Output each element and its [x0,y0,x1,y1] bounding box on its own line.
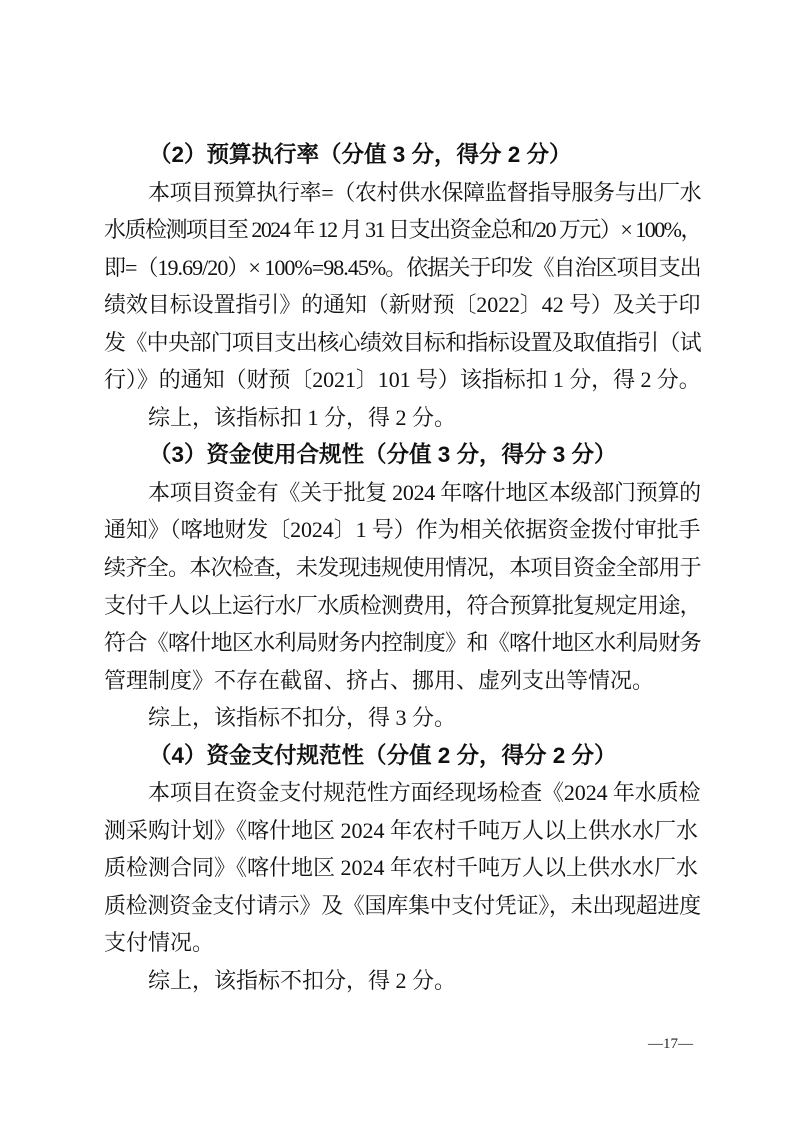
text-line: 测采购计划》《喀什地区 2024 年农村千吨万人以上供水水厂水 [104,817,699,843]
section-heading-budget-execution-rate: （2）预算执行率（分值 3 分，得分 2 分） [149,142,572,167]
text-line: 质检测资金支付请示》及《国库集中支付凭证》，未出现超进度 [104,892,701,918]
text-line: 管理制度》不存在截留、挤占、挪用、虚列支出等情况。 [104,667,655,693]
text-line: 行）》的通知（财预〔2021〕101 号）该指标扣 1 分，得 2 分。 [104,367,701,393]
text-line: 通知》（喀地财发〔2024〕1 号）作为相关依据资金拨付审批手 [104,517,701,543]
text-line: 水质检测项目至 2024 年 12 月 31 日支出资金总和/20 万元）× 100%， [104,217,701,243]
text-line: 本项目资金有《关于批复 2024 年喀什地区本级部门预算的 [148,479,701,505]
text-line-summary: 综上，该指标不扣分，得 2 分。 [148,968,457,994]
text-line: 即=（19.69/20）× 100%=98.45%。依据关于印发《自治区项目支出 [104,254,701,280]
text-line: 符合《喀什地区水利局财务内控制度》和《喀什地区水利局财务 [104,630,701,656]
text-line: 支付千人以上运行水厂水质检测费用，符合预算批复规定用途， [104,592,701,618]
text-line: 支付情况。 [104,930,215,956]
section-heading-fund-use-compliance: （3）资金使用合规性（分值 3 分，得分 3 分） [149,442,617,468]
text-line-summary: 综上，该指标扣 1 分，得 2 分。 [148,404,457,430]
text-line: 续齐全。本次检查，未发现违规使用情况，本项目资金全部用于 [104,555,701,581]
text-line: 本项目预算执行率=（农村供水保障监督指导服务与出厂水 [148,179,702,205]
text-line: 本项目在资金支付规范性方面经现场检查《2024 年水质检 [148,780,701,806]
text-line: 绩效目标设置指引》的通知（新财预〔2022〕42 号）及关于印 [104,292,701,318]
page-number: —17— [648,1036,693,1052]
text-line: 质检测合同》《喀什地区 2024 年农村千吨万人以上供水水厂水 [104,855,699,881]
text-line-summary: 综上，该指标不扣分，得 3 分。 [148,705,457,731]
document-body [104,136,701,1000]
section-heading-payment-standardization: （4）资金支付规范性（分值 2 分，得分 2 分） [149,742,617,768]
text-line: 发《中央部门项目支出核心绩效目标和指标设置及取值指引（试 [104,329,701,355]
